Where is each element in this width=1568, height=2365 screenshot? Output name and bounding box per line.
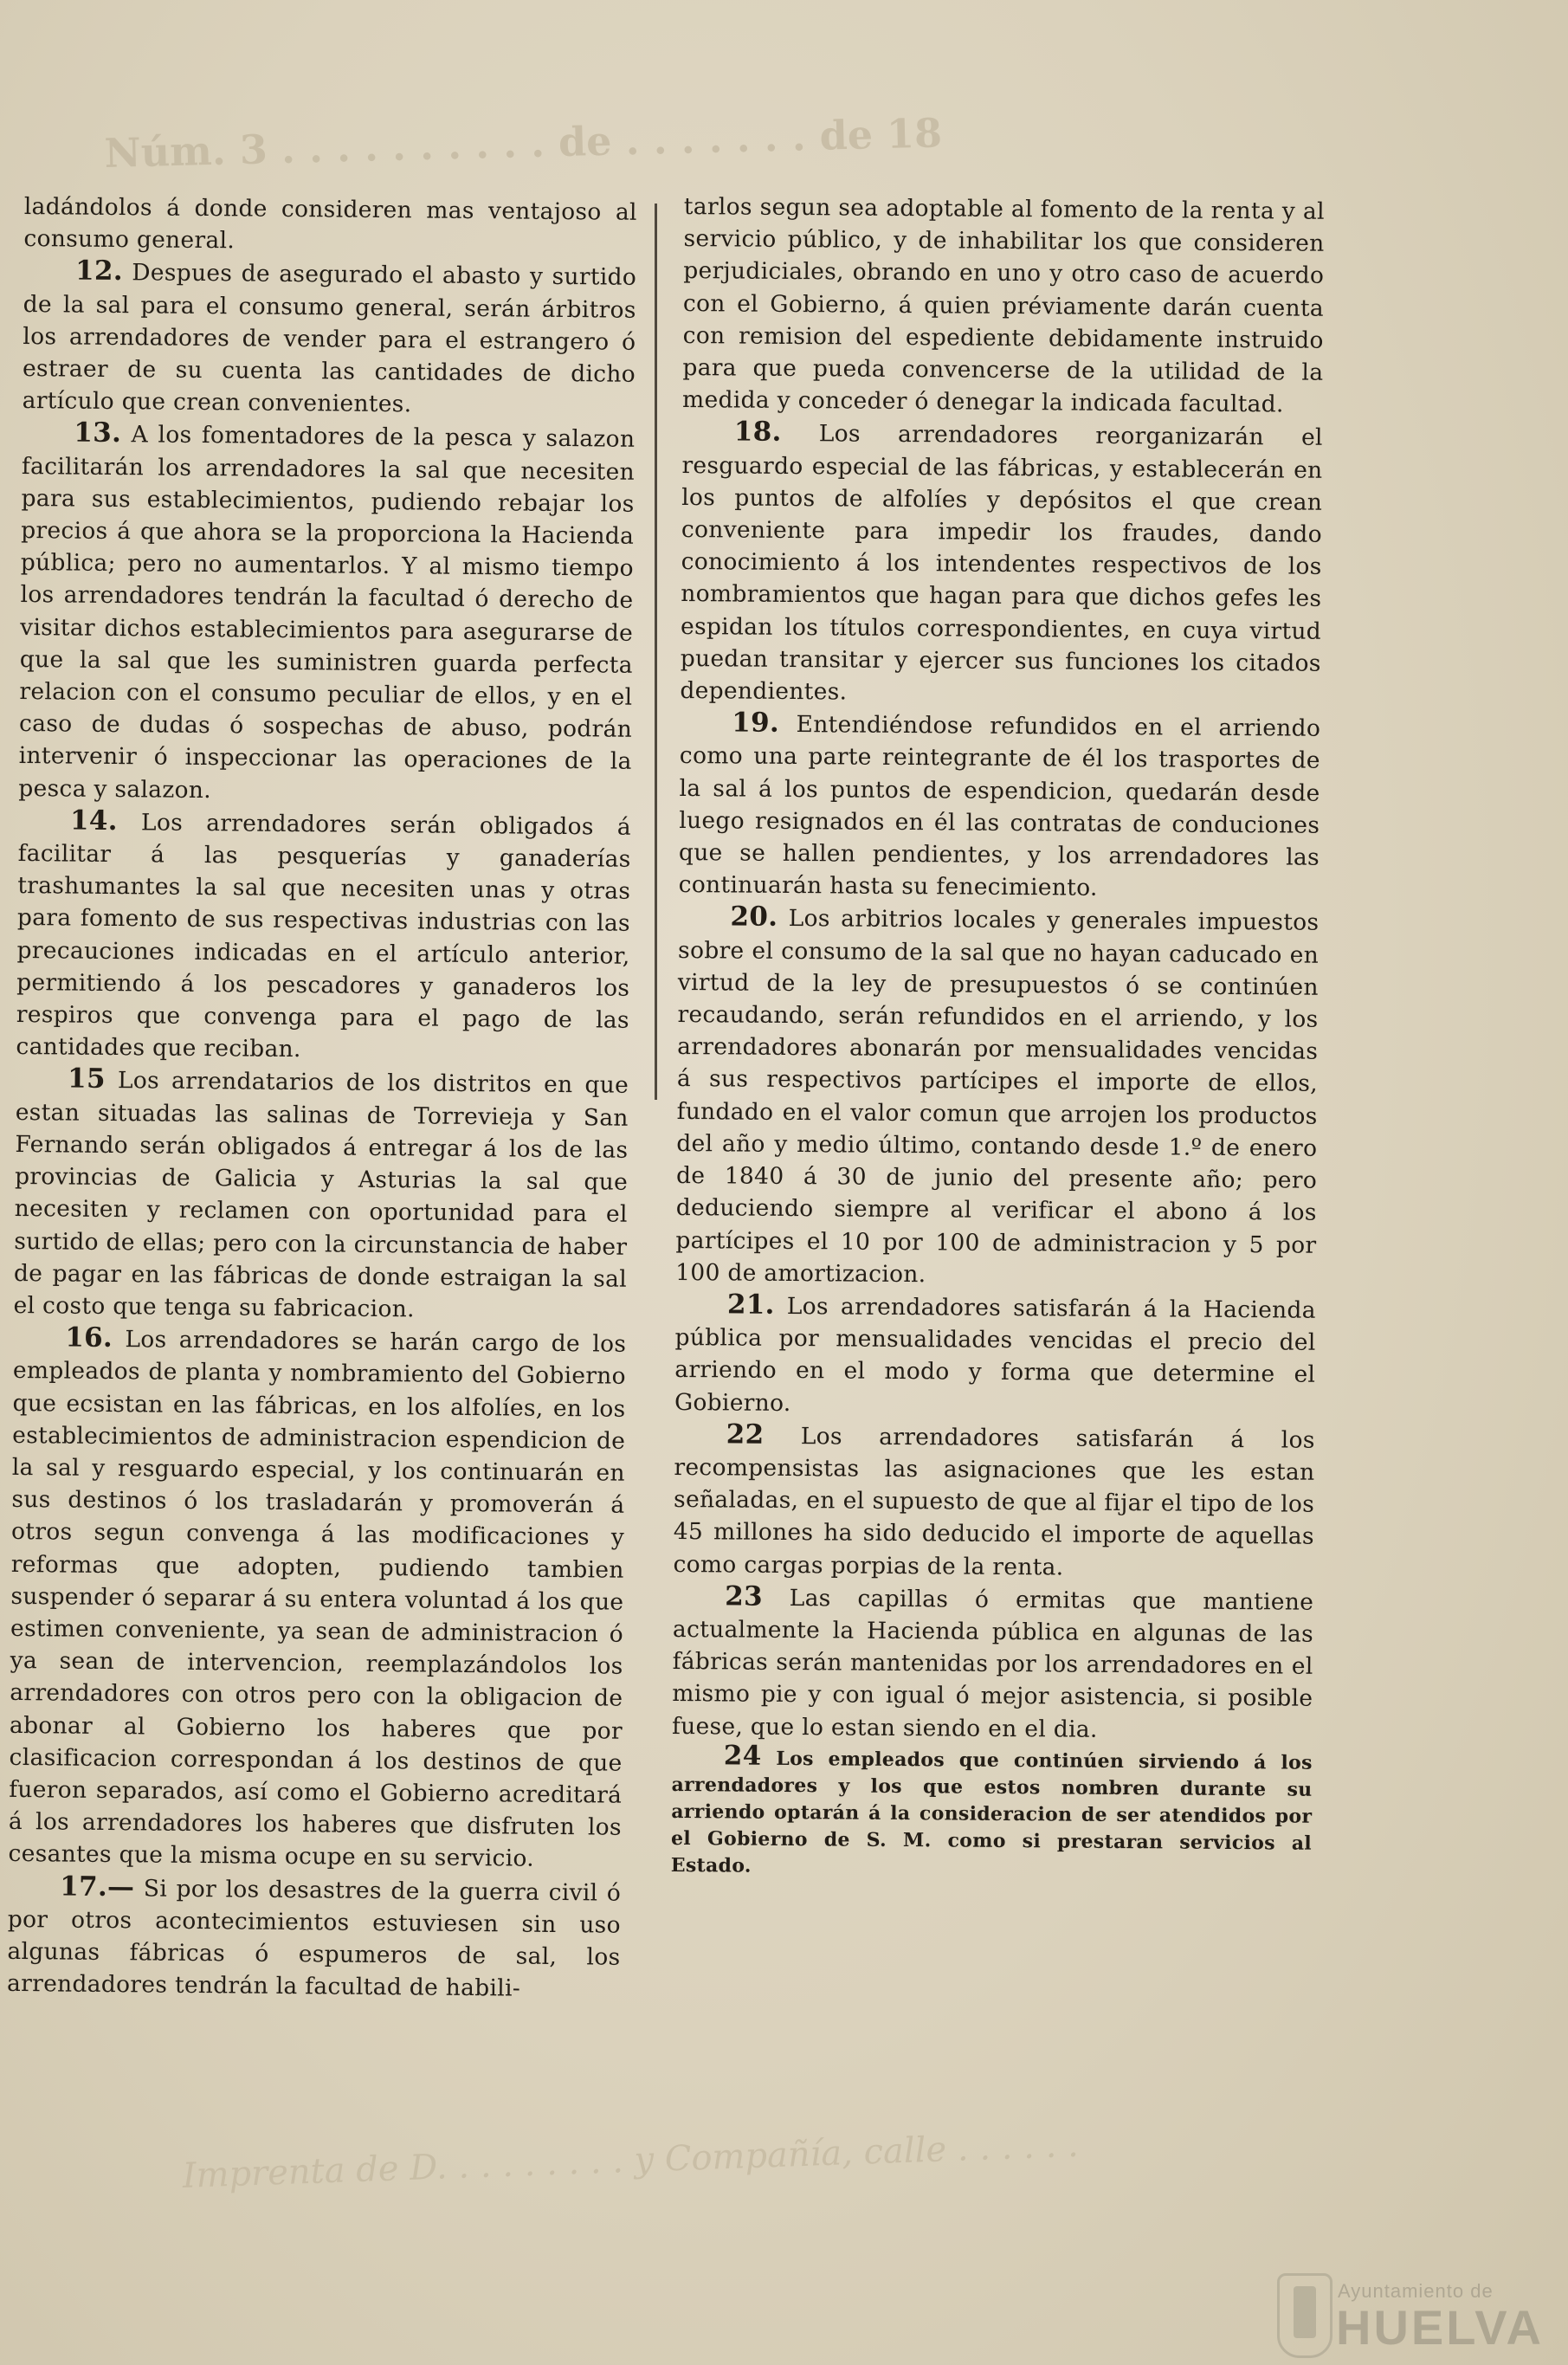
column-divider	[655, 204, 657, 1100]
show-through-header: Núm. 3 . . . . . . . . . . de . . . . . . . de 18	[104, 109, 943, 177]
article-text: ladándolos á donde consideren mas ventajoso al consumo general.	[23, 192, 637, 255]
article-paragraph	[18, 417, 635, 810]
article-text: Despues de asegurado el abasto y surtido de la sal para el consumo general, serán árbitros los arrendadores de vender para el estrangero ó estraer de su cuenta las cantidades de dicho artículo que crean convenientes.	[22, 259, 637, 418]
continued-paragraph	[23, 191, 637, 261]
article-text: Los arrendadores serán obligados á facilitar á las pesquerías y ganaderías trashumantes la sal que necesiten unas y otras para fomento de sus respectivas industrias con las precauciones indicadas en el artículo anterior, permitiendo á los pescadores y ganaderos los respiros que convenga para el pago de las cantidades que reciban.	[16, 809, 632, 1063]
article-text: tarlos segun sea adoptable al fomento de la renta y al servicio público, y de inhabilitar los que consideren perjudiciales, obrando en uno y otro caso de acuerdo con el Gobierno, á quien préviamente darán cuenta con remision del espediente debidamente instruido para que pueda convencerse de la utilidad de la medida y conceder ó denegar la indicada facultad.	[681, 192, 1325, 418]
article-paragraph	[13, 1063, 629, 1327]
article-number: 17.—	[60, 1871, 135, 1903]
article-paragraph	[672, 1580, 1313, 1748]
article-text: Entendiéndose refundidos en el arriendo como una parte reintegrante de él los trasportes de la sal á los puntos de espendicion, quedarán desde luego resignados en él las contratas de conduciones que se hallen pendientes, y los arrendadores las continuarán hasta su fenecimiento.	[678, 711, 1321, 902]
right-column	[671, 191, 1325, 1884]
article-text: Los empleados que continúen sirviendo á los arrendadores y los que estos nombren durante su arriendo optarán á la consideracion de ser atendidos por el Gobierno de S. M. como si prestaran servicios al Estado.	[670, 1747, 1313, 1877]
article-paragraph	[671, 1742, 1313, 1884]
watermark-big-text: HUELVA	[1336, 2300, 1544, 2355]
article-text: Los arrendadores satisfarán á los recompensistas las asignaciones que les estan señaladas, en el supuesto de que al fijar el tipo de los 45 millones ha sido deducido el importe de aquellas como cargas porpias de la renta.	[673, 1422, 1315, 1581]
article-number: 22	[726, 1418, 765, 1451]
article-number: 14.	[69, 804, 119, 837]
continued-paragraph	[682, 191, 1325, 421]
article-text: Las capillas ó ermitas que mantiene actualmente la Hacienda pública en algunas de las fábricas serán mantenidas por los arrendadores en el mismo pie y con igual ó mejor asistencia, si posible fuese, que lo estan siendo en el dia.	[671, 1584, 1314, 1743]
article-text: Los arrendadores reorganizarán el resguardo especial de las fábricas, y establecerán en los puntos de alfolíes y depósitos el que crean conveniente para impedir los fraudes, dando conocimiento á los intendentes respectivos de los nombramientos que hagan para que dichos gefes les espidan los títulos correspondientes, en cuya virtud puedan transitar y ejercer sus funciones los citados dependientes.	[680, 420, 1323, 706]
article-text: Los arrendadores satisfarán á la Hacienda pública por mensualidades vencidas el precio del arriendo en el modo y forma que determine el Gobierno.	[674, 1292, 1316, 1417]
article-text: Los arrendadores se harán cargo de los empleados de planta y nombramiento del Gobierno que ecsistan en las fábricas, en los alfolíes, en los establecimientos de administracion espendicion de la sal y resguardo especial, y los continuarán en sus destinos ó los trasladarán y promoverán á otros segun convenga á las modificaciones y reformas que adopten, pudiendo tambien suspender ó separar á su entera voluntad á los que estimen conveniente, ya sean de administracion ó ya sean de intervencion, reemplazándolos los arrendadores con otros pero con la obligacion de abonar al Gobierno los haberes que por clasificacion correspondan á los destinos de que fueron separados, así como el Gobierno acreditará á los arrendadores los haberes que disfruten los cesantes que la misma ocupe en su servicio.	[8, 1326, 627, 1873]
article-text: Si por los desastres de la guerra civil ó por otros acontecimientos estuviesen sin uso algunas fábricas ó espumeros de sal, los arrendadores tendrán la facultad de habili-	[6, 1874, 622, 2002]
article-number: 13.	[74, 417, 122, 449]
left-column	[7, 191, 637, 2006]
crest-icon	[1277, 2273, 1332, 2358]
article-number: 19.	[732, 707, 780, 740]
article-number: 20.	[730, 901, 778, 934]
article-text: Los arrendatarios de los distritos en que estan situadas las salinas de Torrevieja y San Fernando serán obligados á entregar á los de las provincias de Galicia y Asturias la sal que necesiten y reclamen con oportunidad para el surtido de ellas; pero con la circunstancia de haber de pagar en las fábricas de donde estraigan la sal el costo que tenga su fabricacion.	[13, 1067, 629, 1323]
article-text: A los fomentadores de la pesca y salazon facilitarán los arrendadores la sal que necesiten para sus establecimientos, pudiendo rebajar los precios á que ahora se la proporciona la Hacienda pública; pero no aumentarlos. Y al mismo tiempo los arrendadores tendrán la facultad ó derecho de visitar dichos establecimientos para asegurarse de que la sal que les suministren guarda perfecta relacion con el consumo peculiar de ellos, y en el caso de dudas ó sospechas de abuso, podrán intervenir ó inspeccionar las operaciones de la pesca y salazon.	[18, 421, 636, 804]
article-paragraph	[674, 1289, 1316, 1424]
article-number: 21.	[726, 1289, 775, 1321]
article-number: 15	[67, 1063, 106, 1095]
article-paragraph	[673, 1418, 1314, 1586]
article-paragraph	[22, 255, 636, 423]
watermark	[1277, 2273, 1544, 2356]
article-paragraph	[16, 804, 631, 1069]
article-number: 18.	[733, 416, 782, 449]
article-number: 16.	[65, 1321, 113, 1354]
article-paragraph	[680, 416, 1323, 712]
article-paragraph	[8, 1321, 626, 1876]
article-paragraph	[7, 1870, 621, 2006]
article-paragraph	[679, 707, 1321, 906]
article-text: Los arbitrios locales y generales impuestos sobre el consumo de la sal que no hayan caducado en virtud de la ley de presupuestos ó se continúen recaudando, serán refundidos en el arriendo, y los arrendadores abonarán por mensualidades vencidas á sus respectivos partícipes el importe de ellos, fundado en el valor comun que arrojen los productos del año y medio último, contando desde 1.º de enero de 1840 á 30 de junio del presente año; pero deduciendo siempre al verificar el abono á los partícipes el 10 por 100 de administracion y 5 por 100 de amortizacion.	[675, 905, 1320, 1288]
article-number: 12.	[74, 255, 124, 288]
article-number: 23	[725, 1580, 764, 1612]
article-paragraph	[675, 901, 1319, 1293]
show-through-imprint: Imprenta de D. . . . . . . . . y Compañía, calle . . . . . .	[182, 2124, 1080, 2196]
article-number: 24	[723, 1740, 762, 1772]
watermark-small-text: Ayuntamiento de	[1338, 2280, 1494, 2302]
